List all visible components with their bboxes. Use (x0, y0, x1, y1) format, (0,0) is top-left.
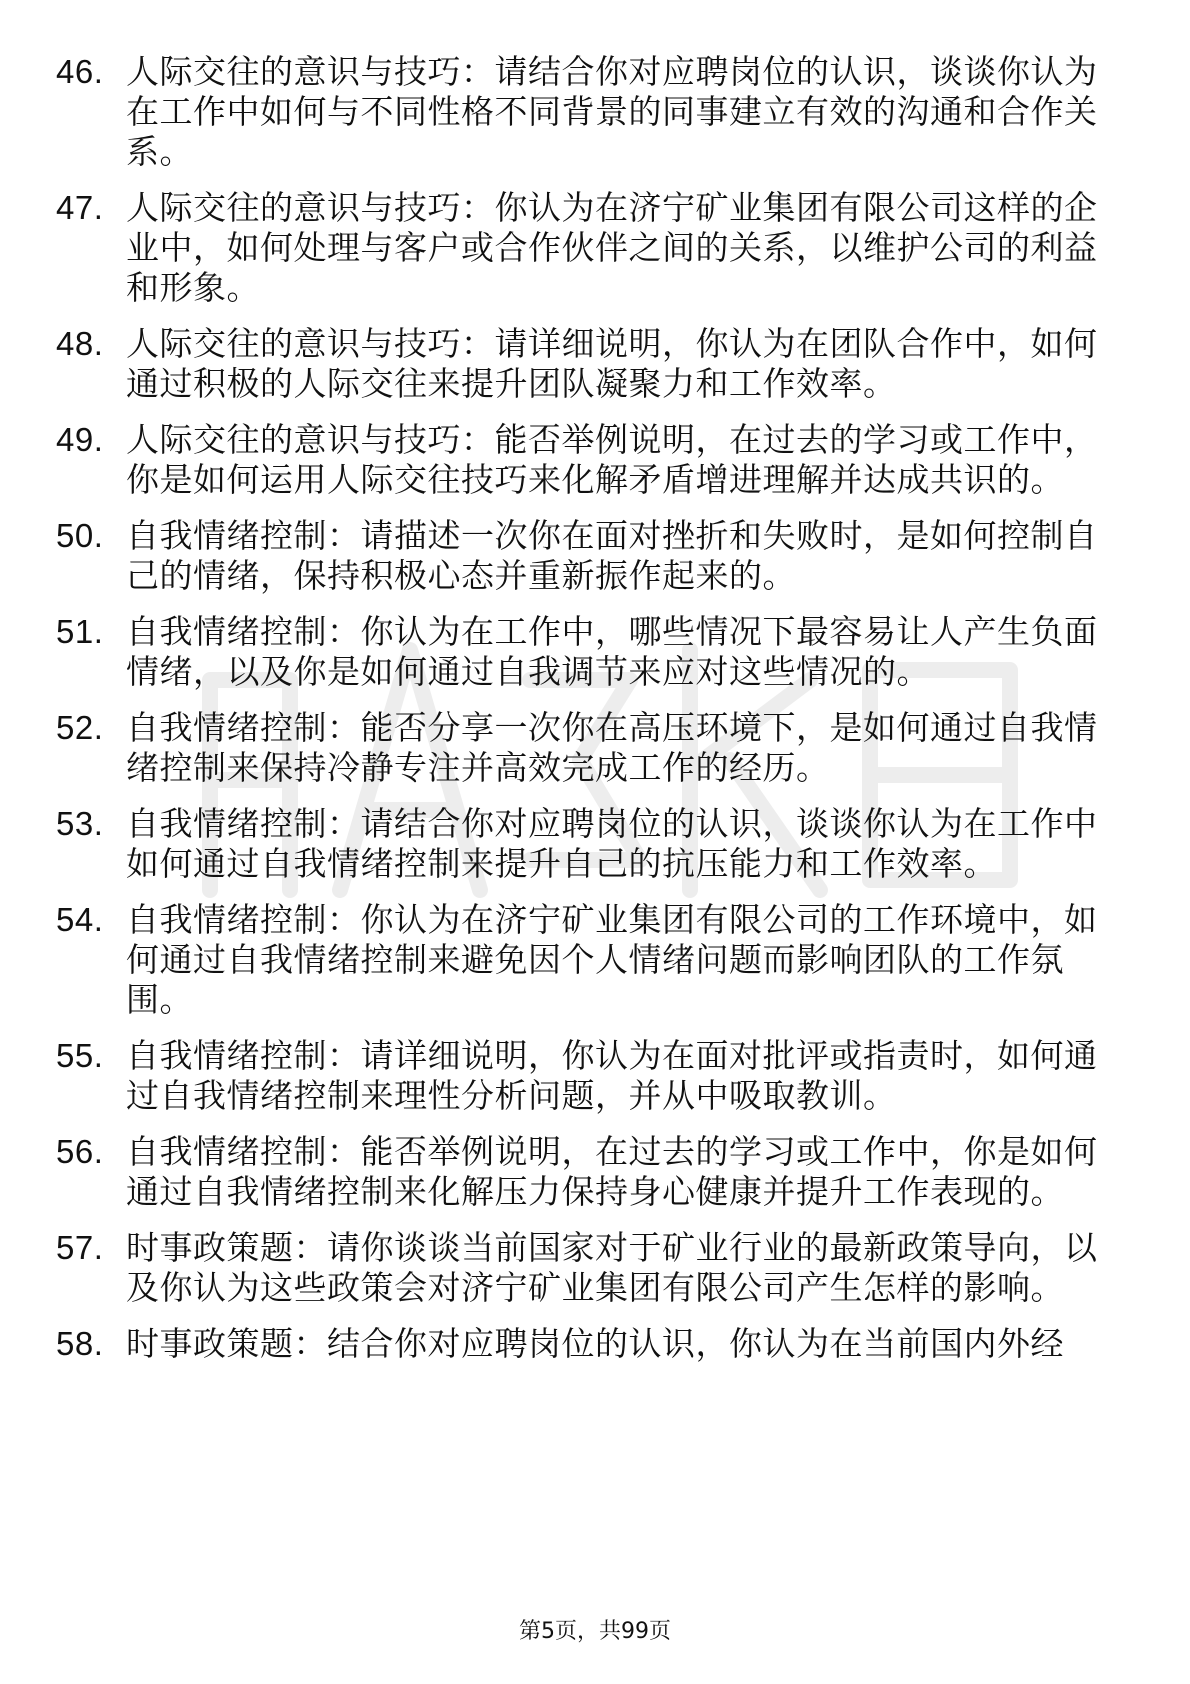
question-item (56, 900, 1106, 1020)
question-text: 人际交往的意识与技巧：请结合你对应聘岗位的认识，谈谈你认为在工作中如何与不同性格不同背景的同事建立有效的沟通和合作关系。 (126, 52, 1098, 171)
question-item (56, 1324, 1106, 1364)
question-number: 55. (56, 1037, 104, 1074)
question-number: 53. (56, 805, 104, 842)
question-item (56, 324, 1106, 404)
question-item (56, 52, 1106, 172)
question-item (56, 420, 1106, 500)
question-list (56, 52, 1106, 1380)
question-text: 自我情绪控制：请详细说明，你认为在面对批评或指责时，如何通过自我情绪控制来理性分析问题，并从中吸取教训。 (126, 1036, 1098, 1115)
question-number: 54. (56, 901, 104, 938)
question-item (56, 1132, 1106, 1212)
question-item (56, 708, 1106, 788)
question-number: 51. (56, 613, 104, 650)
question-number: 58. (56, 1325, 104, 1362)
question-number: 48. (56, 325, 104, 362)
question-number: 47. (56, 189, 104, 226)
question-text: 自我情绪控制：你认为在工作中，哪些情况下最容易让人产生负面情绪，以及你是如何通过自我调节来应对这些情况的。 (126, 612, 1098, 691)
question-text: 人际交往的意识与技巧：请详细说明，你认为在团队合作中，如何通过积极的人际交往来提升团队凝聚力和工作效率。 (126, 324, 1098, 403)
question-number: 57. (56, 1229, 104, 1266)
question-item (56, 1036, 1106, 1116)
question-item (56, 188, 1106, 308)
question-text: 自我情绪控制：能否分享一次你在高压环境下，是如何通过自我情绪控制来保持冷静专注并高效完成工作的经历。 (126, 708, 1098, 787)
question-item (56, 612, 1106, 692)
question-text: 自我情绪控制：请结合你对应聘岗位的认识，谈谈你认为在工作中如何通过自我情绪控制来提升自己的抗压能力和工作效率。 (126, 804, 1098, 883)
question-text: 自我情绪控制：请描述一次你在面对挫折和失败时，是如何控制自己的情绪，保持积极心态并重新振作起来的。 (126, 516, 1098, 595)
question-number: 50. (56, 517, 104, 554)
question-number: 49. (56, 421, 104, 458)
question-item (56, 1228, 1106, 1308)
page-footer: 第5页，共99页 (519, 1619, 671, 1644)
question-text: 自我情绪控制：你认为在济宁矿业集团有限公司的工作环境中，如何通过自我情绪控制来避免因个人情绪问题而影响团队的工作氛围。 (126, 900, 1098, 1019)
question-item (56, 804, 1106, 884)
question-text: 人际交往的意识与技巧：能否举例说明，在过去的学习或工作中，你是如何运用人际交往技巧来化解矛盾增进理解并达成共识的。 (126, 420, 1098, 499)
question-number: 56. (56, 1133, 104, 1170)
question-item (56, 516, 1106, 596)
question-text: 人际交往的意识与技巧：你认为在济宁矿业集团有限公司这样的企业中，如何处理与客户或合作伙伴之间的关系，以维护公司的利益和形象。 (126, 188, 1098, 307)
question-text: 时事政策题：结合你对应聘岗位的认识，你认为在当前国内外经 (126, 1324, 1064, 1363)
question-number: 46. (56, 53, 104, 90)
question-number: 52. (56, 709, 104, 746)
question-text: 自我情绪控制：能否举例说明，在过去的学习或工作中，你是如何通过自我情绪控制来化解压力保持身心健康并提升工作表现的。 (126, 1132, 1098, 1211)
question-text: 时事政策题：请你谈谈当前国家对于矿业行业的最新政策导向，以及你认为这些政策会对济宁矿业集团有限公司产生怎样的影响。 (126, 1228, 1098, 1307)
